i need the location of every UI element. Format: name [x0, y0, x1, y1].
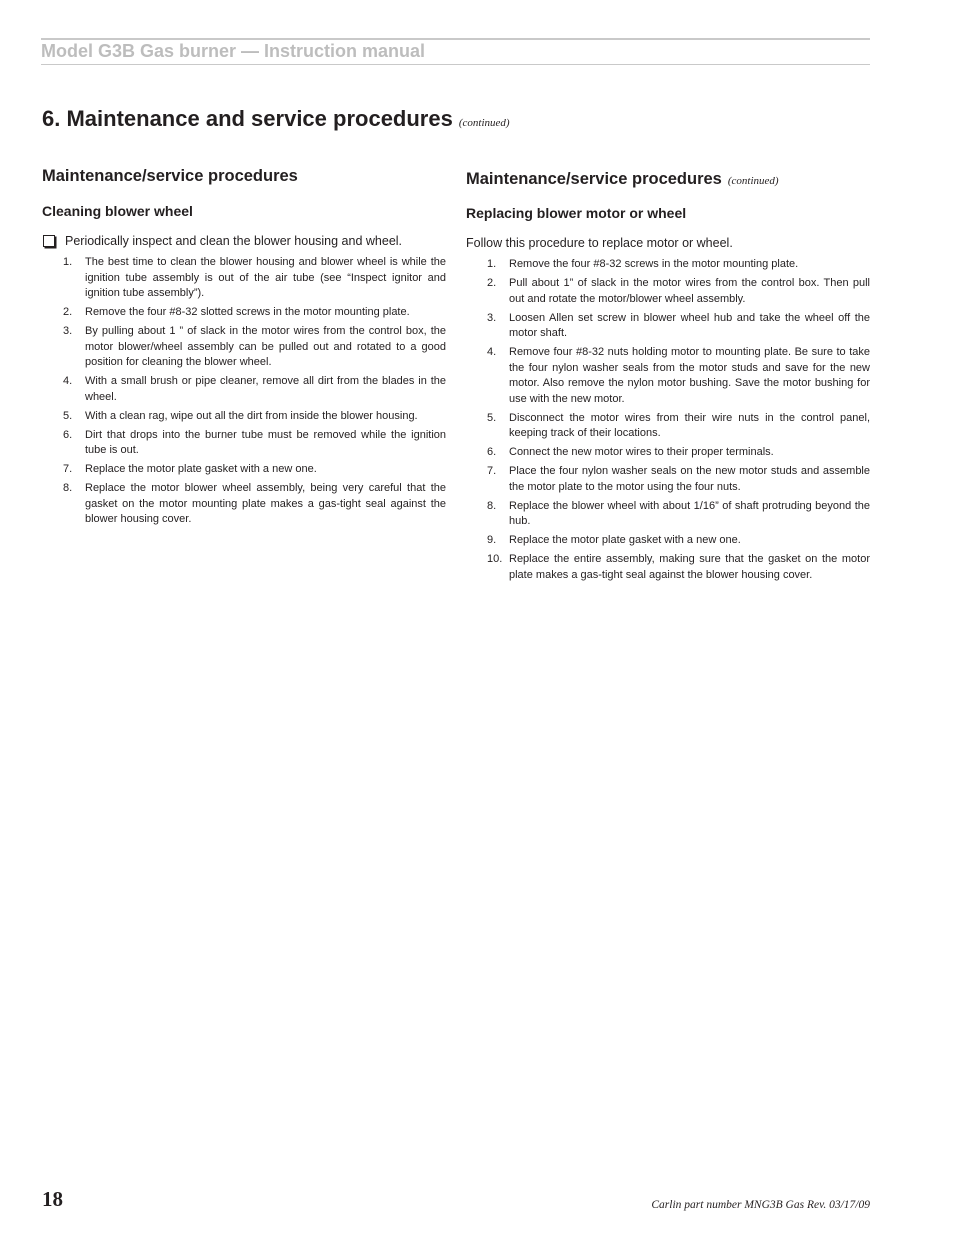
list-item: [42, 374, 446, 405]
list-item-number: 3.: [487, 311, 497, 324]
list-item-text: Replace the blower wheel with about 1/16” of shaft protruding beyond the hub.: [509, 499, 870, 527]
list-item-number: 9.: [487, 534, 497, 546]
list-item: [466, 257, 870, 273]
list-item-text: Place the four nylon washer seals on the new motor studs and assemble the motor plate to the motor using the four nuts.: [509, 465, 870, 493]
list-item: [42, 255, 446, 302]
list-item-number: 7.: [487, 465, 497, 477]
list-item-number: 10.: [487, 553, 503, 565]
list-item-number: 6.: [487, 446, 497, 458]
list-item-number: 5.: [487, 411, 497, 424]
list-item-text: With a small brush or pipe cleaner, remove all dirt from the blades in the wheel.: [85, 375, 446, 403]
page-number: 18: [42, 1187, 63, 1211]
section-continued-note: (continued): [458, 117, 510, 129]
list-item: [466, 464, 870, 495]
list-item-text: Replace the motor plate gasket with a new one.: [85, 463, 317, 475]
list-item: [42, 305, 446, 321]
left-steps-list: [42, 255, 446, 528]
left-subheading: Cleaning blower wheel: [42, 203, 193, 219]
list-item-text: Remove the four #8-32 screws in the motor mounting plate.: [509, 258, 799, 270]
list-item-text: Loosen Allen set screw in blower wheel hub and take the wheel off the motor shaft.: [509, 311, 870, 339]
list-item-text: Remove four #8-32 nuts holding motor to mounting plate. Be sure to take the four nylon washer seals from the motor studs and save for the new motor. Also remove the nylon motor bushing. Save the motor bushing for use with the new motor.: [509, 346, 870, 405]
list-item: [466, 552, 870, 583]
section-title-text: 6. Maintenance and service procedures: [42, 106, 453, 131]
list-item: [466, 499, 870, 530]
checkbox-item-text: Periodically inspect and clean the blower housing and wheel.: [65, 234, 403, 248]
list-item-text: The best time to clean the blower housing and blower wheel is while the ignition tube assembly is out of the air tube (see “Inspect ignitor and ignition tube assembly”).: [85, 256, 446, 299]
list-item: [466, 311, 870, 342]
list-item: [466, 345, 870, 407]
list-item-text: Connect the new motor wires to their proper terminals.: [509, 446, 774, 458]
list-item-number: 2.: [63, 306, 73, 318]
header-bar: [41, 38, 870, 65]
list-item-number: 4.: [63, 375, 73, 387]
list-item: [42, 324, 446, 371]
list-item-number: 1.: [487, 258, 497, 270]
list-item-number: 8.: [63, 482, 73, 494]
list-item: [466, 411, 870, 442]
left-column: [42, 165, 446, 531]
manual-title: Model G3B Gas burner — Instruction manual: [41, 41, 426, 61]
list-item-number: 4.: [487, 346, 497, 358]
list-item-number: 1.: [63, 256, 73, 268]
right-intro-text: Follow this procedure to replace motor or wheel.: [466, 236, 733, 250]
part-number-reference: Carlin part number MNG3B Gas Rev. 03/17/09: [651, 1199, 870, 1211]
right-heading-text: Maintenance/service procedures: [466, 170, 722, 188]
right-column: [466, 165, 870, 587]
list-item-text: Remove the four #8-32 slotted screws in the motor mounting plate.: [85, 306, 410, 318]
list-item-number: 3.: [63, 325, 73, 337]
right-intro: [466, 235, 870, 251]
list-item-text: Dirt that drops into the burner tube must be removed while the ignition tube is out.: [85, 428, 446, 456]
checkbox-item: [42, 233, 446, 249]
checkbox-icon: [43, 235, 55, 247]
list-item-text: Replace the entire assembly, making sure that the gasket on the motor plate makes a gas-tight seal against the blower housing cover.: [509, 553, 870, 581]
list-item: [466, 445, 870, 461]
list-item: [42, 462, 446, 478]
list-item-number: 7.: [63, 463, 73, 475]
left-heading: Maintenance/service procedures: [42, 167, 298, 185]
list-item-number: 6.: [63, 428, 73, 441]
list-item: [42, 481, 446, 528]
list-item-text: Replace the motor blower wheel assembly, being very careful that the gasket on the motor mounting plate makes a gas-tight seal against the blower housing cover.: [85, 482, 446, 525]
list-item: [42, 428, 446, 459]
list-item-number: 8.: [487, 499, 497, 512]
list-item-text: Replace the motor plate gasket with a new one.: [509, 534, 741, 546]
list-item-text: By pulling about 1 ” of slack in the motor wires from the control box, the motor blower/wheel assembly can be pulled out and rotated to a good position for cleaning the blower wheel.: [85, 325, 446, 368]
list-item-number: 2.: [487, 277, 497, 289]
list-item: [466, 533, 870, 549]
list-item-number: 5.: [63, 409, 73, 422]
list-item-text: Pull about 1” of slack in the motor wires from the control box. Then pull out and rotate the motor/blower wheel assembly.: [509, 277, 870, 305]
right-subheading: Replacing blower motor or wheel: [466, 205, 687, 221]
list-item: [466, 276, 870, 307]
right-steps-list: [466, 257, 870, 583]
list-item-text: With a clean rag, wipe out all the dirt from inside the blower housing.: [85, 409, 418, 422]
list-item: [42, 409, 446, 425]
section-title: [42, 106, 510, 132]
list-item-text: Disconnect the motor wires from their wire nuts in the control panel, keeping track of their locations.: [509, 411, 870, 439]
right-continued-note: (continued): [727, 175, 779, 187]
right-heading: [466, 168, 870, 192]
